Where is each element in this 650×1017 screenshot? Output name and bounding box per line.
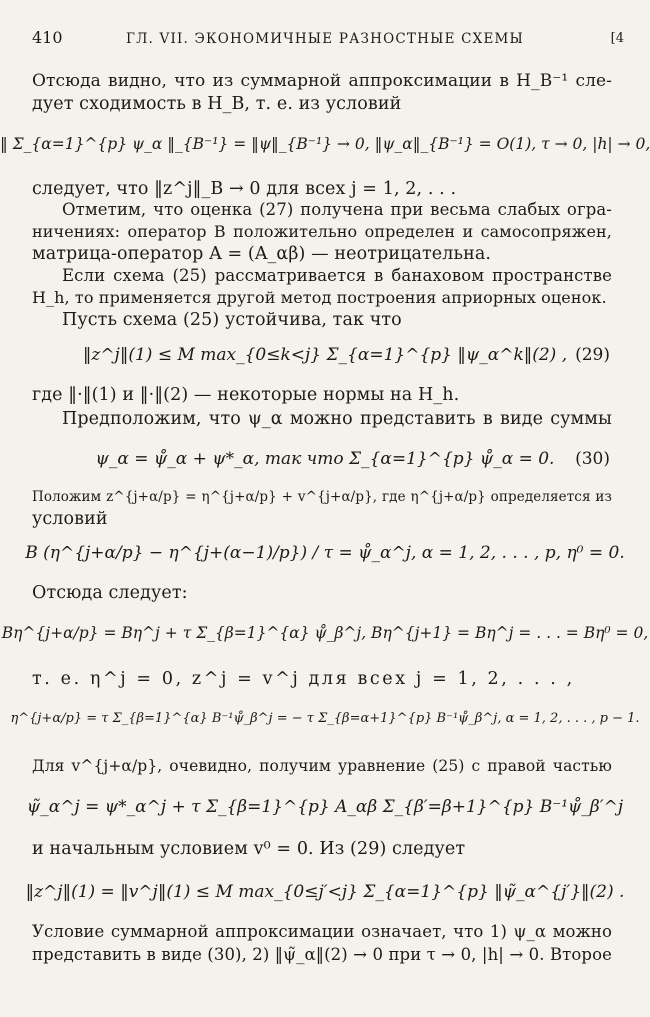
- equation: η^{j+α/p} = τ Σ_{β=1}^{α} B⁻¹ψ̊_β^j = − τ Σ_{β=α+1}^{p} B⁻¹ψ̊_β^j, α = 1, 2, . . . , p − 1.: [10, 711, 640, 726]
- equation: ψ̃_α^j = ψ*_α^j + τ Σ_{β=1}^{p} A_αβ Σ_{β′=β+1}^{p} B⁻¹ψ̊_β′^j: [26, 797, 624, 817]
- equation-number: (29): [575, 345, 610, 365]
- page-number: 410: [32, 28, 63, 47]
- text-line: H_h, то применяется другой метод построения априорных оценок.: [32, 288, 607, 307]
- text-line: Отсюда видно, что из суммарной аппроксимации в H_B⁻¹ сле-: [32, 71, 612, 91]
- section-mark: [4: [610, 31, 624, 46]
- text-line: Если схема (25) рассматривается в банаховом пространстве: [62, 266, 612, 285]
- text-line: матрица-оператор A = (A_αβ) — неотрицательна.: [32, 244, 492, 264]
- text-line: Пусть схема (25) устойчива, так что: [62, 310, 402, 330]
- text-line: дует сходимость в H_B, т. е. из условий: [32, 94, 402, 114]
- equation: ‖z^j‖(1) = ‖v^j‖(1) ≤ M max_{0≤j′<j} Σ_{α=1}^{p} ‖ψ̃_α^{j′}‖(2) .: [25, 882, 625, 902]
- text-line: и начальным условием v⁰ = 0. Из (29) следует: [32, 839, 466, 859]
- equation: Bη^{j+α/p} = Bη^j + τ Σ_{β=1}^{α} ψ̊_β^j, Bη^{j+1} = Bη^j = . . . = Bη⁰ = 0,: [1, 624, 649, 642]
- equation: B (η^{j+α/p} − η^{j+(α−1)/p}) / τ = ψ̊_α^j, α = 1, 2, . . . , p, η⁰ = 0.: [25, 543, 625, 563]
- text-line: представить в виде (30), 2) ‖ψ̃_α‖(2) → 0 при τ → 0, |h| → 0. Второе: [32, 945, 612, 964]
- text-line: Отметим, что оценка (27) получена при весьма слабых огра-: [62, 200, 612, 219]
- text-line: ничениях: оператор B положительно определен и самосопряжен,: [32, 222, 612, 241]
- equation: ‖z^j‖(1) ≤ M max_{0≤k<j} Σ_{α=1}^{p} ‖ψ_α^k‖(2) ,: [82, 345, 568, 365]
- text-line: следует, что ‖z^j‖_B → 0 для всех j = 1, 2, . . .: [32, 179, 457, 199]
- text-line: где ‖·‖(1) и ‖·‖(2) — некоторые нормы на H_h.: [32, 385, 460, 405]
- text-line: Отсюда следует:: [32, 583, 188, 603]
- text-line: Для v^{j+α/p}, очевидно, получим уравнение (25) с правой частью: [32, 757, 612, 775]
- equation-number: (30): [575, 449, 610, 469]
- text-line: т. е. η^j = 0, z^j = v^j для всех j = 1, 2, . . . ,: [32, 669, 575, 689]
- equation: ψ_α = ψ̊_α + ψ*_α, так что Σ_{α=1}^{p} ψ̊_α = 0.: [95, 449, 555, 469]
- text-line: условий: [32, 509, 108, 529]
- text-line: Предположим, что ψ_α можно представить в виде суммы: [62, 409, 612, 429]
- text-line: Положим z^{j+α/p} = η^{j+α/p} + v^{j+α/p}, где η^{j+α/p} определяется из: [32, 489, 612, 505]
- text-line: Условие суммарной аппроксимации означает, что 1) ψ_α можно: [32, 922, 612, 941]
- running-title: ГЛ. VII. ЭКОНОМИЧНЫЕ РАЗНОСТНЫЕ СХЕМЫ: [125, 31, 525, 47]
- equation: ‖ Σ_{α=1}^{p} ψ_α ‖_{B⁻¹} = ‖ψ‖_{B⁻¹} → 0, ‖ψ_α‖_{B⁻¹} = O(1), τ → 0, |h| → 0,: [0, 135, 650, 153]
